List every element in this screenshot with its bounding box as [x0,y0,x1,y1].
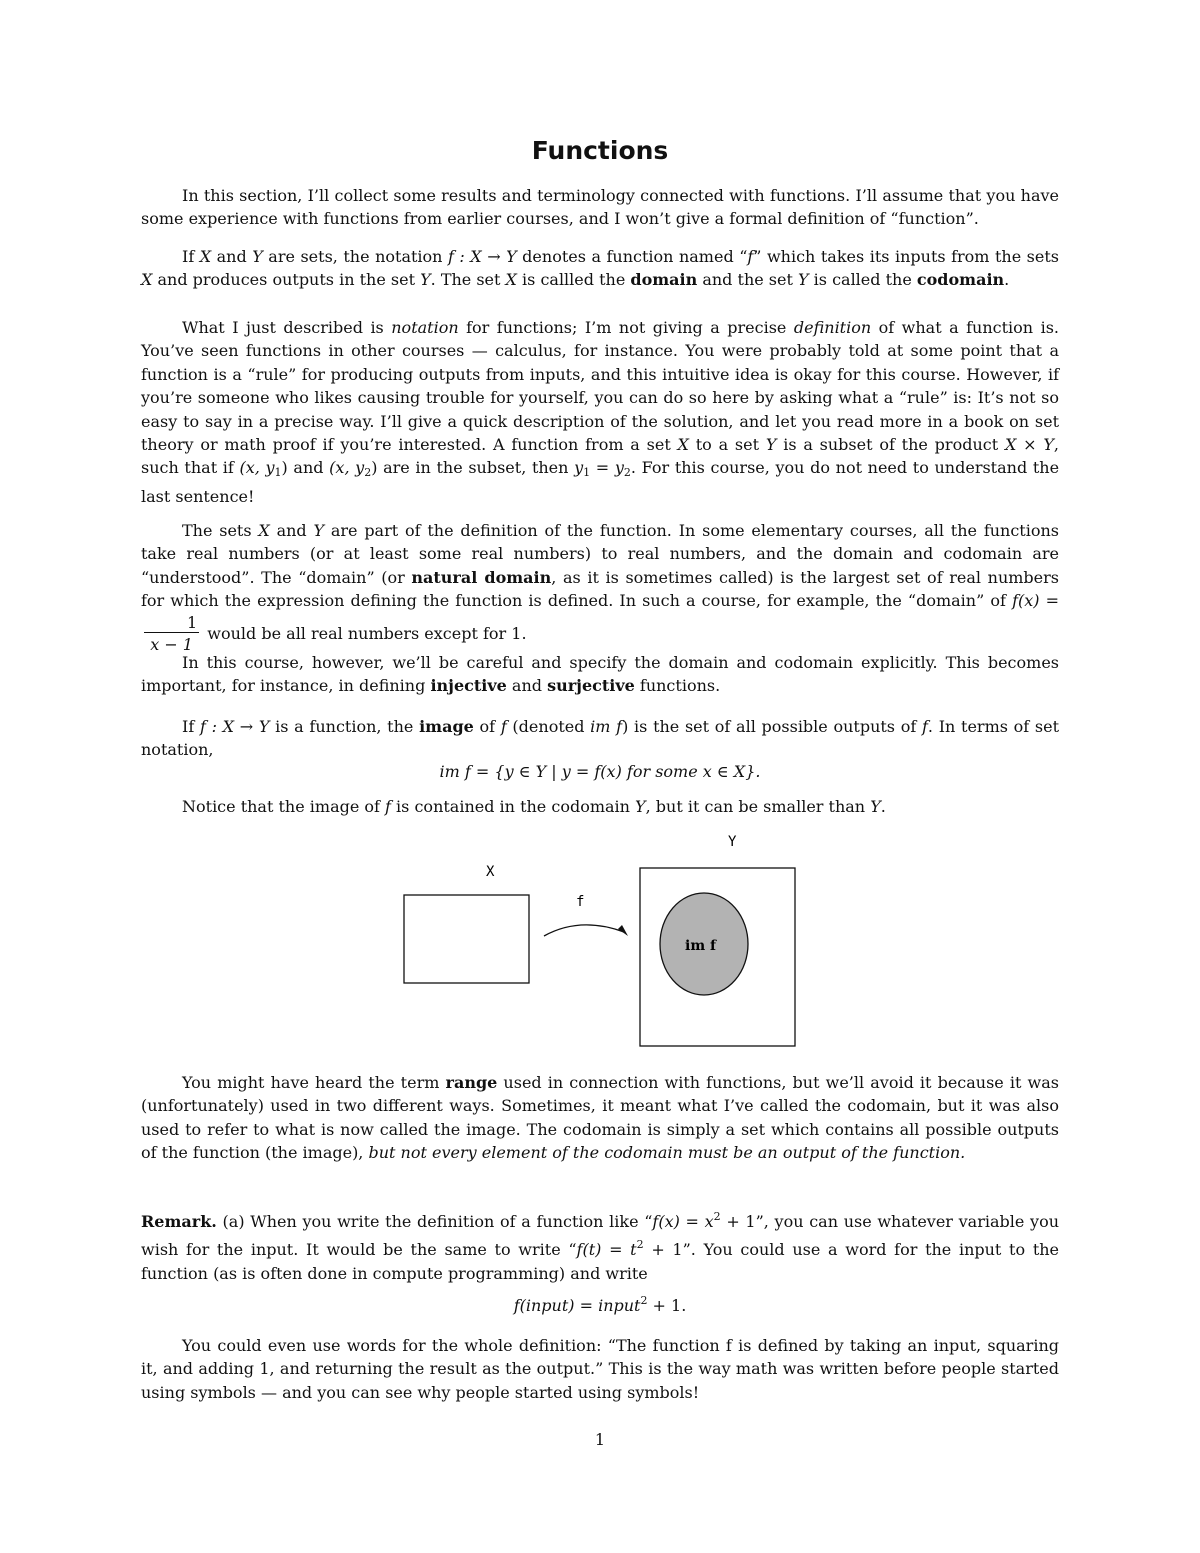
label-y: Y [728,834,737,850]
paragraph-image-note: Notice that the image of f is contained in the codomain Y, but it can be smaller than Y. [182,797,886,816]
term-domain: domain [630,270,698,290]
function-diagram [380,828,820,1060]
arrow-f [544,925,624,936]
paragraph-notation: If X and Y are sets, the notation f : X → Y denotes a function named “f” which takes its inputs from the sets X and produces outputs in the set Y. The set X is callled the domain and the set Y is called the codomain. [141,247,1059,290]
term-image: image [419,717,474,736]
term-injective: injective [430,676,507,696]
page-number: 1 [594,1430,606,1449]
paragraph-range: You might have heard the term range used in connection with functions, but we’ll avoid it because it was (unfortunately) used in two different ways. Sometimes, it meant what I’ve called the codomain, but it was also used to refer to what is now called the image. The codomain is simply a set which contains all possible outputs of the function (the image), but not every element of the codomain must be an output of the function. [141,1073,1059,1163]
fraction: $\frac{1}{x - 1}$ [144,613,199,656]
term-natural-domain: natural domain [411,567,552,587]
equation-input: f(input) = input$^2$ + 1. [513,1294,687,1315]
label-imf: im f [685,938,717,954]
paragraph-words: You could even use words for the whole definition: “The function f is defined by taking an input, squaring it, and adding 1, and returning the result as the output.” This is the way math was written before people started using symbols — and you can see why people started using symbols! [141,1336,1059,1402]
remark-label: Remark. [141,1212,217,1231]
label-f: f [576,894,585,910]
term-surjective: surjective [547,676,635,696]
term-codomain: codomain [916,270,1005,290]
paragraph-explicit: In this course, however, we’ll be careful and specify the domain and codomain explicitly. This becomes important, for instance, in defining injective and surjective functions. [141,653,1059,696]
page-title: Functions [531,136,669,165]
label-x: X [486,864,495,880]
equation-image-set: im f = {y ∈ Y | y = f(x) for some x ∈ X}. [439,762,761,781]
domain-set-x [404,895,529,983]
paragraph-image: If f : X → Y is a function, the image of f (denoted im f) is the set of all possible outputs of f. In terms of set notation, [141,717,1060,760]
paragraph-natural-domain: The sets X and Y are part of the definition of the function. In some elementary courses, all the functions take real numbers (or at least some real numbers) to real numbers, and the domain and codomain are “understood”. The “domain” (or natural domain, as it is sometimes called) is the largest set of real numbers for which the expression defining the function is defined. In such a course, for example, the “domain” of f(x) = $\frac{1}{x - 1}$ would be all real numbers except for 1. [141,519,1059,656]
paragraph-remark: Remark. (a) When you write the definition of a function like “$f(x) = x^2 + 1$”, you can use whatever variable you wish for the input. It would be the same to write “$f(t) = t^2 + 1$”. You could use a word for the input to the function (as is often done in compute programming) and write [141,1210,1060,1283]
paragraph-intro: In this section, I’ll collect some results and terminology connected with functions. I’ll assume that you have some experience with functions from earlier courses, and I won’t give a formal definition of “function”. [141,186,1059,229]
term-range: range [445,1073,498,1092]
paragraph-definition: What I just described is notation for functions; I’m not giving a precise definition of what a function is. You’ve seen functions in other courses — calculus, for instance. You were probably told at some point that a function is a “rule” for producing outputs from inputs, and this intuitive idea is okay for this course. However, if you’re someone who likes causing trouble for yourself, you can do so here by asking what a “rule” is: It’s not so easy to say in a precise way. I’ll give a quick description of the solution, and let you read more in a book on set theory or math proof if you’re interested. A function from a set X to a set Y is a subset of the product X × Y, such that if (x, $y_1$) and (x, $y_2$) are in the subset, then $y_1 = y_2$. For this course, you do not need to understand the last sentence! [141,318,1060,506]
